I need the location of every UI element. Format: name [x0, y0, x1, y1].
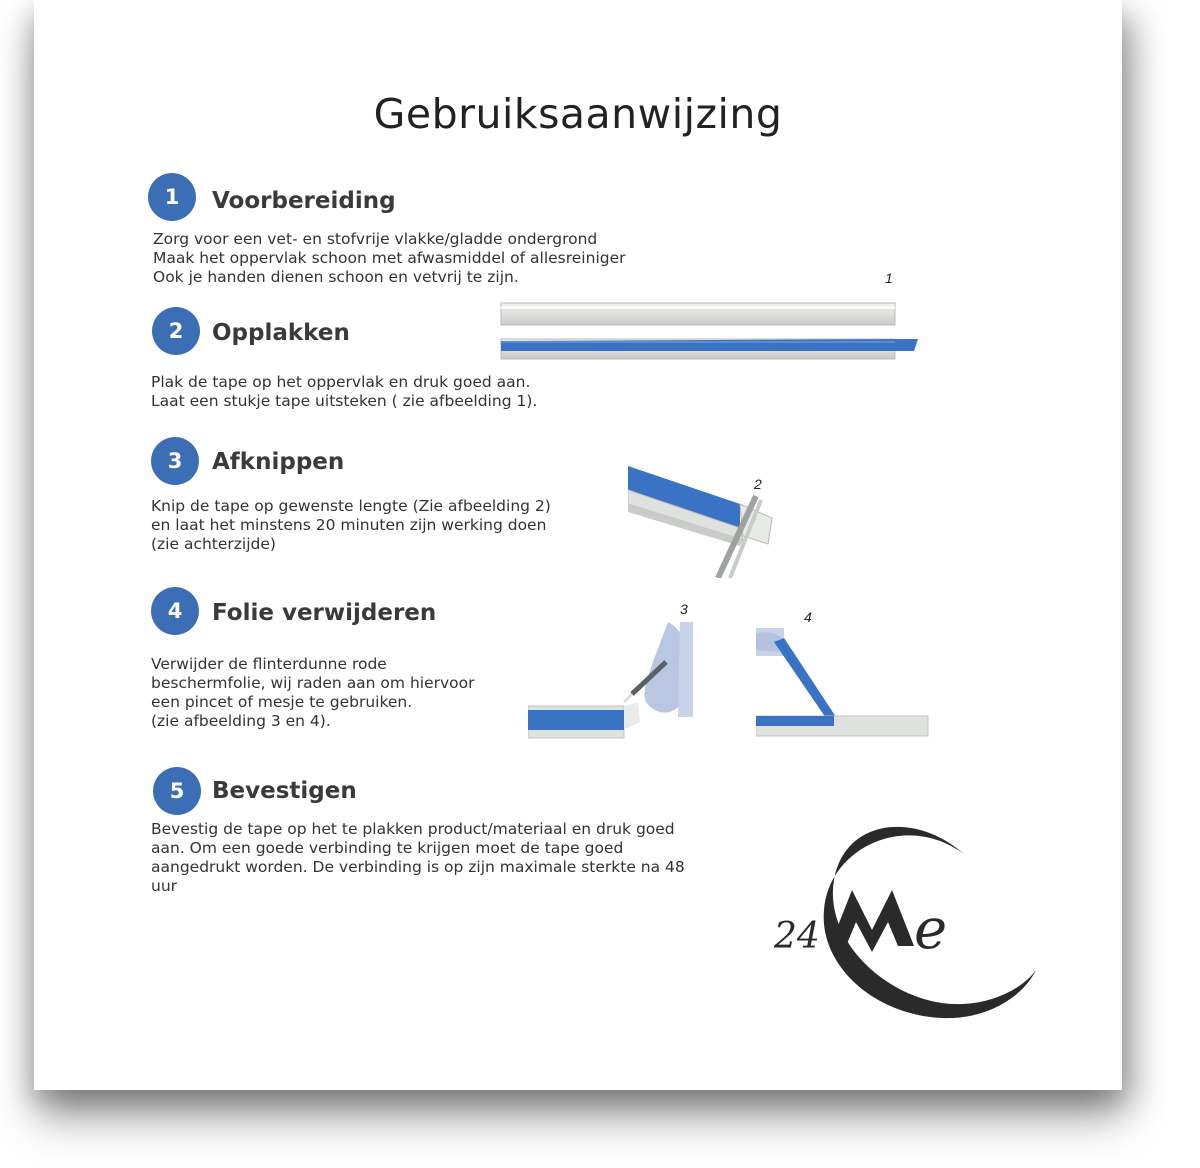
figure-4-label: 4 [804, 609, 812, 625]
logo-letter: e [914, 897, 948, 962]
figure-2-label: 2 [754, 476, 762, 492]
step-4-body [151, 655, 475, 731]
step-4-line: beschermfolie, wij raden aan om hiervoor [151, 674, 475, 692]
step-2-line: Laat een stukje tape uitsteken ( zie afbeelding 1). [151, 392, 538, 410]
step-1-line: Ook je handen dienen schoon en vetvrij te zijn. [153, 268, 519, 286]
step-3-title: Afknippen [212, 449, 345, 475]
step-3-body [151, 497, 551, 554]
24me-logo [764, 820, 1044, 1022]
step-3-number-badge: 3 [151, 437, 199, 485]
step-3-line: en laat het minstens 20 minuten zijn werking doen [151, 516, 547, 534]
figure-2-cutting-illustration [628, 466, 783, 578]
step-2-title: Opplakken [212, 320, 350, 346]
step-5-line: Bevestig de tape op het te plakken product/materiaal en druk goed [151, 820, 675, 838]
step-4-number-badge: 4 [151, 587, 199, 635]
step-5-line: aan. Om een goede verbinding te krijgen moet de tape goed [151, 839, 624, 857]
step-5-body [151, 820, 685, 896]
step-4-line: een pincet of mesje te gebruiken. [151, 693, 413, 711]
figure-1-label: 1 [885, 270, 893, 286]
page-title: Gebruiksaanwijzing [373, 90, 783, 138]
step-5-number-badge: 5 [153, 767, 201, 815]
step-4-line: (zie afbeelding 3 en 4). [151, 712, 331, 730]
step-5-line: uur [151, 877, 178, 895]
figure-1-tape-strips-illustration [494, 295, 924, 365]
step-4-line: Verwijder de flinterdunne rode [151, 655, 387, 673]
figure-4-peeling-illustration [756, 628, 931, 743]
step-1-title: Voorbereiding [212, 188, 396, 214]
step-2-line: Plak de tape op het oppervlak en druk goed aan. [151, 373, 531, 391]
step-1-line: Maak het oppervlak schoon met afwasmiddel of allesreiniger [153, 249, 626, 267]
step-1-line: Zorg voor een vet- en stofvrije vlakke/gladde ondergrond [153, 230, 598, 248]
step-1-body [153, 230, 626, 287]
step-3-line: (zie achterzijde) [151, 535, 276, 553]
step-5-title: Bevestigen [212, 778, 357, 804]
figure-3-label: 3 [680, 601, 688, 617]
figure-3-peeling-illustration [528, 622, 693, 742]
step-1-number-badge: 1 [148, 173, 196, 221]
step-5-line: aangedrukt worden. De verbinding is op zijn maximale sterkte na 48 [151, 858, 685, 876]
step-3-line: Knip de tape op gewenste lengte (Zie afbeelding 2) [151, 497, 551, 515]
logo-number: 24 [774, 916, 820, 957]
step-2-body [151, 373, 537, 411]
instruction-sheet [34, 0, 1122, 1090]
step-2-number-badge: 2 [152, 307, 200, 355]
step-4-title: Folie verwijderen [212, 600, 437, 626]
